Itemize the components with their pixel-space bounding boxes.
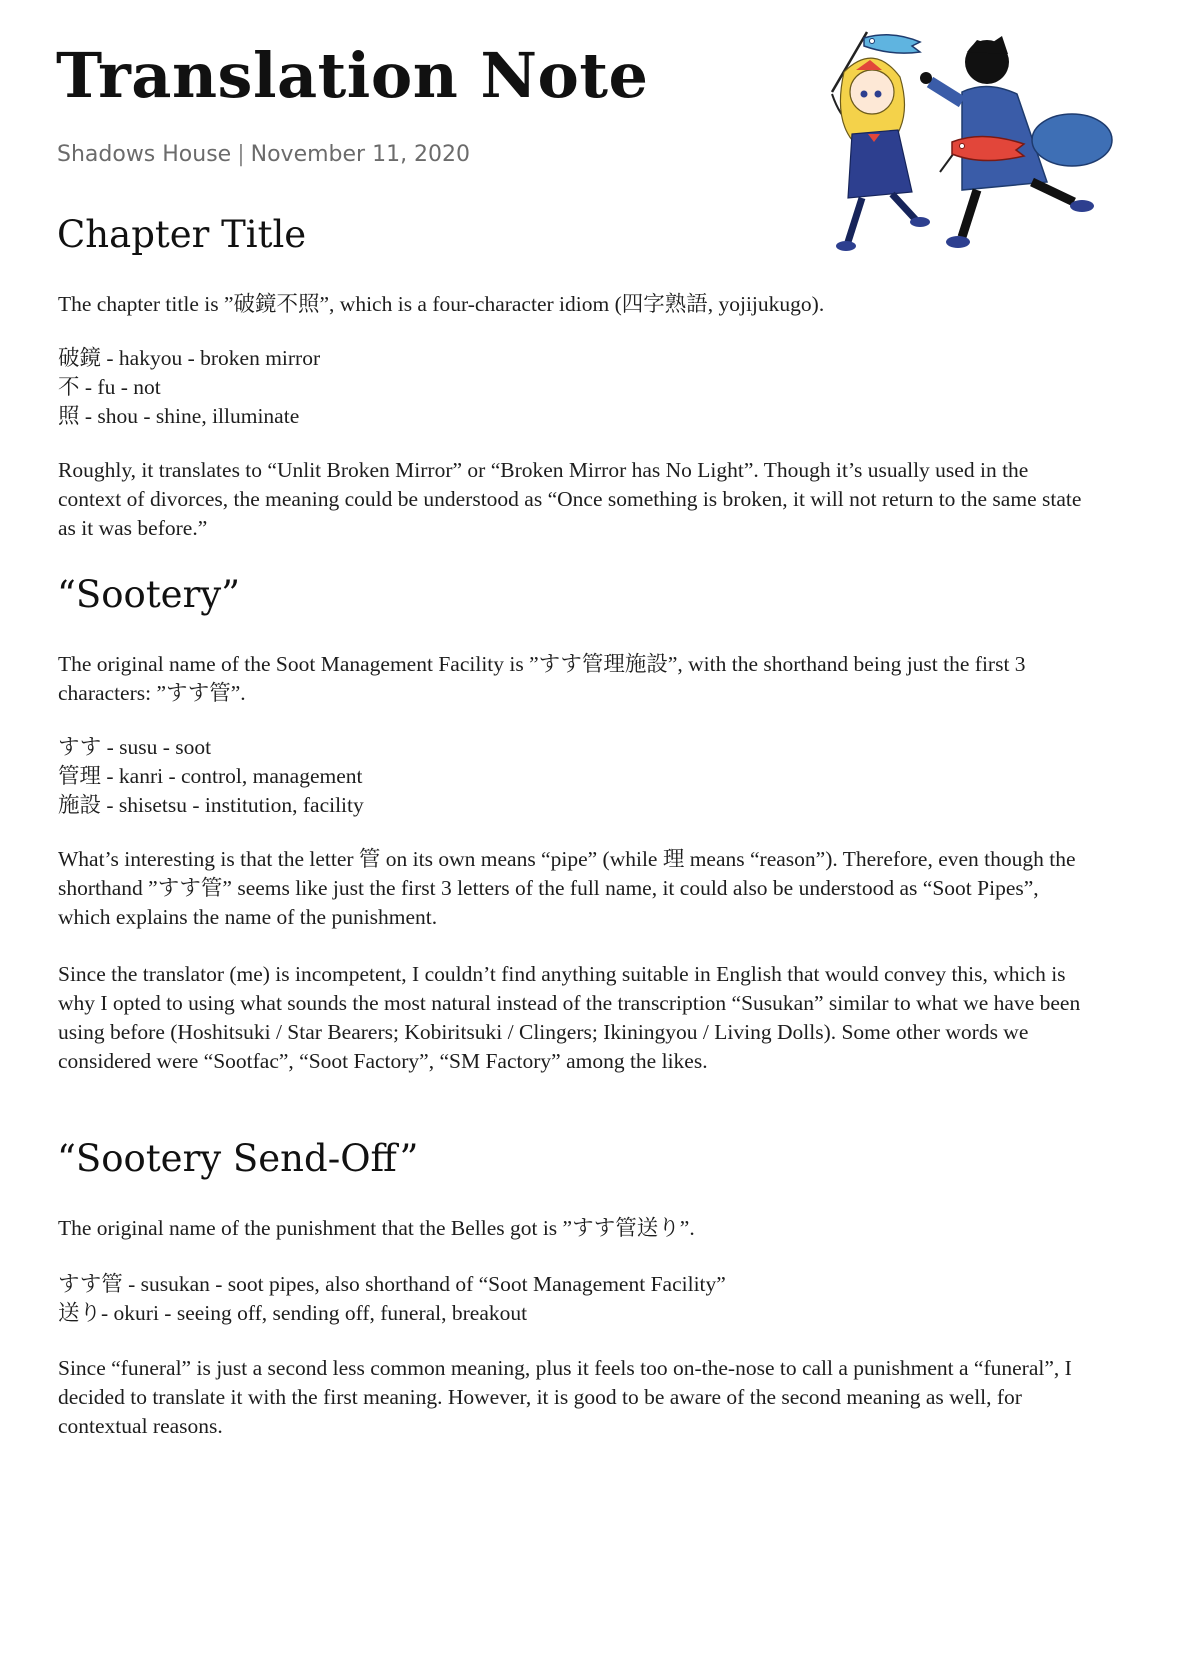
glossary-line: 破鏡 - hakyou - broken mirror <box>58 346 321 370</box>
section-heading-chapter-title: Chapter Title <box>57 213 307 256</box>
publish-date: November 11, 2020 <box>250 142 471 167</box>
byline <box>57 142 470 167</box>
section-heading-sootery: “Sootery” <box>57 573 241 616</box>
paragraph: Since the translator (me) is incompetent, I couldn’t find anything suitable in English that would convey this, which is why I opted to using what sounds the most natural instead of the transcription “Susukan” similar to what we have been using before (Hoshitsuki / Star Bearers; Kobiritsuki / Clingers; Ikiningyou / Living Dolls). Some other words we considered were “Sootfac”, “Soot Factory”, “SM Factory” among the likes. <box>58 962 1081 1073</box>
paragraph: Since “funeral” is just a second less common meaning, plus it feels too on-the-nose to call a punishment a “funeral”, I decided to translate it with the first meaning. However, it is good to be aware of the second meaning as well, for contextual reasons. <box>58 1356 1072 1438</box>
two-characters-with-carp-streamers-illustration <box>812 22 1132 272</box>
glossary-line: 施設 - shisetsu - institution, facility <box>58 793 364 817</box>
paragraph: The original name of the Soot Management Facility is ”すす管理施設”, with the shorthand being just the first 3 characters: ”すす管”. <box>58 652 1026 705</box>
paragraph: What’s interesting is that the letter 管 on its own means “pipe” (while 理 means “reason”). Therefore, even though the shorthand ”すす管” seems like just the first 3 letters of the full name, it could also be understood as “Soot Pipes”, which explains the name of the punishment. <box>58 847 1076 929</box>
series-name: Shadows House <box>57 142 232 167</box>
glossary-line: すす - susu - soot <box>58 735 212 759</box>
blue-carp-streamer-icon <box>864 35 920 53</box>
glossary-line: すす管 - susukan - soot pipes, also shorthand of “Soot Management Facility” <box>58 1272 726 1296</box>
byline-separator: | <box>237 142 245 167</box>
section-heading-sootery-send-off: “Sootery Send-Off” <box>57 1137 419 1180</box>
girl-character-icon <box>832 58 930 251</box>
glossary-line: 管理 - kanri - control, management <box>58 764 363 788</box>
glossary-line: 照 - shou - shine, illuminate <box>58 404 300 428</box>
glossary-line: 送り- okuri - seeing off, sending off, funeral, breakout <box>58 1301 528 1325</box>
paragraph: Roughly, it translates to “Unlit Broken Mirror” or “Broken Mirror has No Light”. Though it’s usually used in the context of divorces, the meaning could be understood as “Once something is broken, it will not return to the same state as it was before.” <box>58 458 1082 540</box>
glossary-line: 不 - fu - not <box>58 375 161 399</box>
page-title: Translation Note <box>56 39 649 112</box>
paragraph: The chapter title is ”破鏡不照”, which is a four-character idiom (四字熟語, yojijukugo). <box>58 292 825 316</box>
paragraph: The original name of the punishment that the Belles got is ”すす管送り”. <box>58 1216 695 1240</box>
